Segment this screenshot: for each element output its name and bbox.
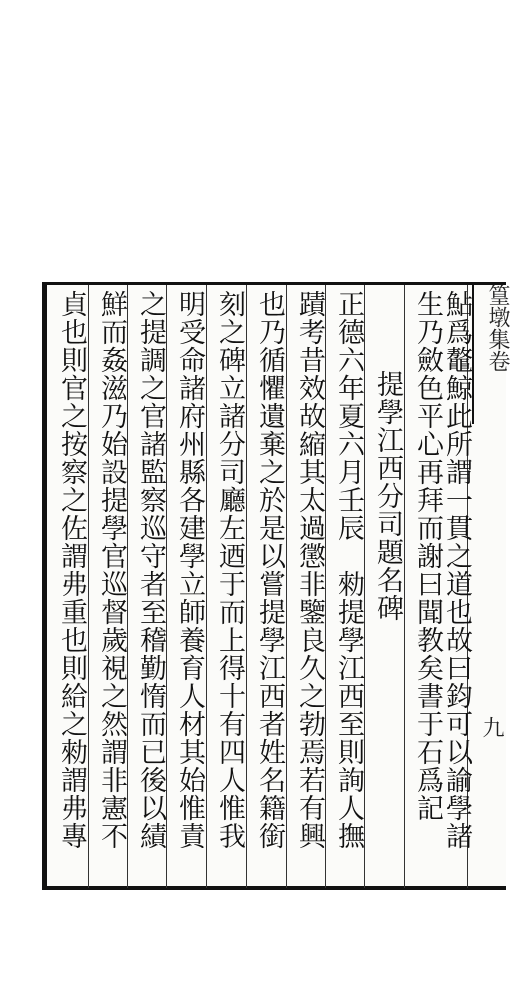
text-column: 鮎爲鼇鯨此所謂一貫之道也故曰鈞可以諭學諸 bbox=[441, 290, 472, 850]
text-column: 貞也則官之按察之佐謂弗重也則給之勑謂弗專 bbox=[56, 290, 87, 850]
text-column: 蹟考昔效故縮其太過懲非鑒良久之勃焉若有興 bbox=[294, 290, 325, 850]
text-column: 刻之碑立諸分司廳左迺于而上得十有四人惟我 bbox=[214, 290, 245, 850]
text-column: 明受命諸府州縣各建學立師養育人材其始惟責 bbox=[174, 290, 205, 850]
text-column: 生乃斂色平心再拜而謝曰聞教矣書于石爲記 bbox=[412, 290, 443, 822]
text-column: 也乃循懼遺棄之於是以嘗提學江西者姓名籍銜 bbox=[254, 290, 285, 850]
text-column: 正德六年夏六月壬辰 勑提學江西至則詢人撫 bbox=[333, 290, 364, 850]
text-column: 之提調之官諸監察巡守者至稽勤惰而已後以績 bbox=[135, 290, 166, 850]
text-column: 鮮而姦滋乃始設提學官巡督歲視之然謂非憲不 bbox=[96, 290, 127, 850]
text-column-title: 提學江西分司題名碑 bbox=[372, 370, 403, 622]
margin-title: 篁墩集卷 bbox=[472, 284, 514, 424]
margin-page-number: 九 bbox=[479, 716, 504, 738]
